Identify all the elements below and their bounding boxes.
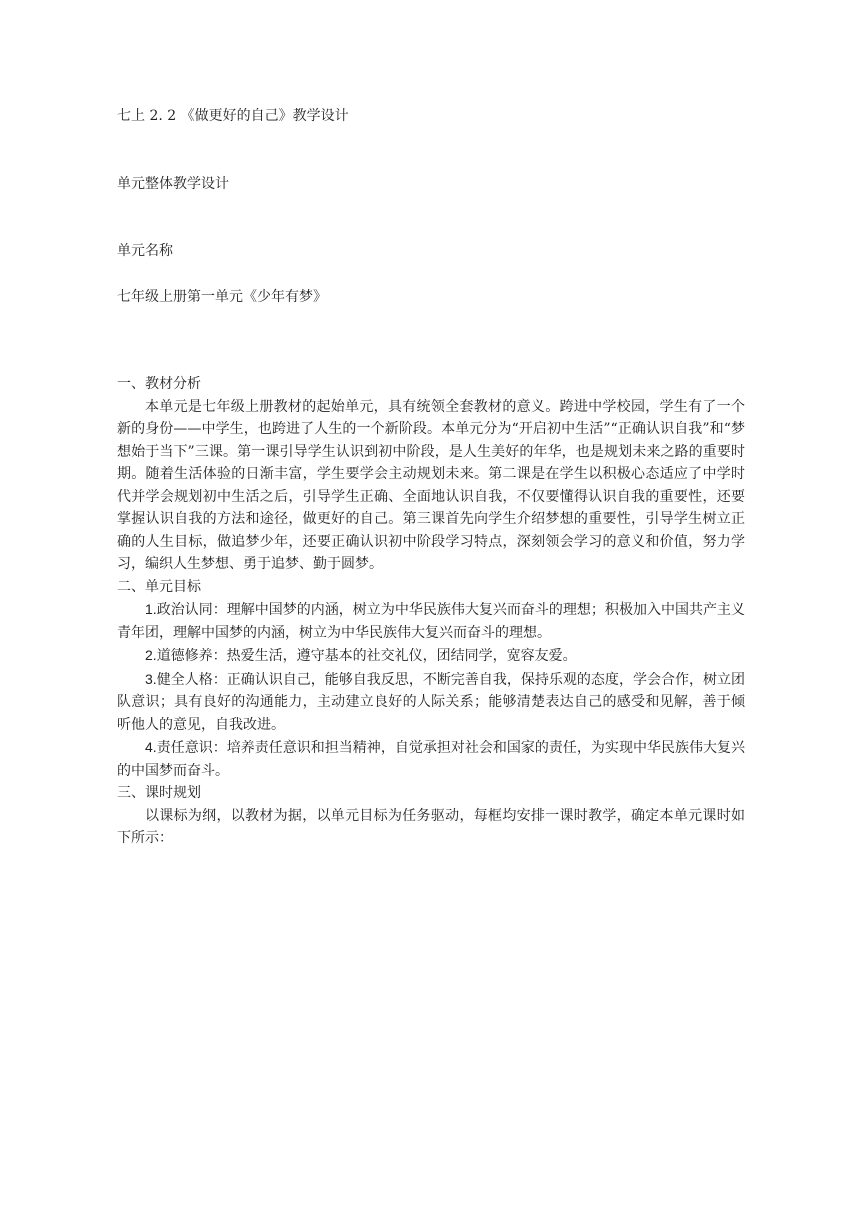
unit-name-value: 七年级上册第一单元《少年有梦》 (117, 289, 327, 305)
section-heading-textbook-analysis: 一、教材分析 (117, 376, 201, 392)
goal-item (117, 598, 745, 644)
goal-text: 政治认同：理解中国梦的内涵，树立为中华民族伟大复兴而奋斗的理想；积极加入中国共产主义青年团，理解中国梦的内涵，树立为中华民族伟大复兴而奋斗的理想。 (117, 602, 745, 641)
goal-item (117, 668, 745, 737)
document-title: 七上 2. 2 《做更好的自己》教学设计 (117, 108, 349, 124)
goal-text: 道德修养：热爱生活，遵守基本的社交礼仪，团结同学，宽容友爱。 (156, 648, 577, 664)
goal-number: 2. (145, 647, 157, 663)
goal-item (117, 736, 745, 782)
goal-number: 1. (145, 601, 157, 617)
goal-item (117, 644, 745, 668)
goal-number: 3. (145, 670, 157, 687)
goal-text: 责任意识：培养责任意识和担当精神，自觉承担对社会和国家的责任，为实现中华民族伟大复兴的中国梦而奋斗。 (117, 740, 745, 779)
goal-text: 健全人格：正确认识自己，能够自我反思，不断完善自我，保持乐观的态度，学会合作，树立团队意识；具有良好的沟通能力，主动建立良好的人际关系；能够清楚表达自己的感受和见解，善于倾听他人的意见，自我改进。 (117, 671, 745, 733)
section-paragraph-textbook-analysis: 本单元是七年级上册教材的起始单元，具有统领全套教材的意义。跨进中学校园，学生有了一个新的身份——中学生，也跨进了人生的一个新阶段。本单元分为“开启初中生活”“正确认识自我”和“梦想始于当下”三课。第一课引导学生认识到初中阶段，是人生美好的年华，也是规划未来之路的重要时期。随着生活体验的日渐丰富，学生要学会主动规划未来。第二课是在学生以积极心态适应了中学时代并学会规划初中生活之后，引导学生正确、全面地认识自我，不仅要懂得认识自我的重要性，还要掌握认识自我的方法和途径，做更好的自己。第三课首先向学生介绍梦想的重要性，引导学生树立正确的人生目标，做追梦少年，还要正确认识初中阶段学习特点，深刻领会学习的意义和价值，努力学习，编织人生梦想、勇于追梦、勤于圆梦。 (117, 398, 745, 572)
section-paragraph-lesson-plan: 以课标为纲，以教材为据，以单元目标为任务驱动，每框均安排一课时教学，确定本单元课时如下所示： (117, 807, 745, 846)
section-heading-lesson-plan: 三、课时规划 (117, 785, 201, 801)
goal-number: 4. (145, 739, 157, 755)
document-subtitle: 单元整体教学设计 (117, 176, 229, 192)
document-body (117, 373, 745, 850)
section-heading-unit-goals: 二、单元目标 (117, 578, 201, 595)
unit-name-label: 单元名称 (117, 243, 173, 259)
